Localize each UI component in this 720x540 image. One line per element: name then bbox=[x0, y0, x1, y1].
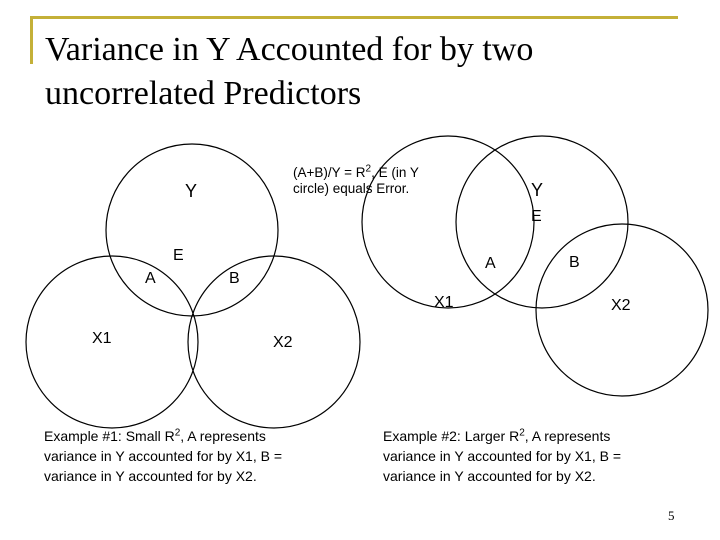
caption-1-line-1-post: , A represents bbox=[180, 428, 266, 444]
caption-1-line-1-pre: Example #1: Small R bbox=[44, 428, 175, 444]
label-x2-example-2: X2 bbox=[611, 297, 631, 314]
note-line-1: (A+B)/Y = R bbox=[293, 165, 366, 180]
label-x2-example-1: X2 bbox=[273, 334, 293, 351]
slide-title-line-2: uncorrelated Predictors bbox=[45, 75, 362, 112]
label-y-example-2: Y bbox=[531, 180, 544, 200]
page-number: 5 bbox=[668, 508, 675, 523]
caption-1-line-3: variance in Y accounted for by X2. bbox=[44, 468, 257, 484]
label-x1-example-2: X1 bbox=[434, 294, 454, 311]
label-e-example-2: E bbox=[531, 208, 542, 225]
note-line-2: circle) equals Error. bbox=[293, 181, 410, 196]
slide-title-line-1: Variance in Y Accounted for by two bbox=[45, 31, 534, 68]
label-a-example-2: A bbox=[485, 255, 496, 272]
caption-1-line-2: variance in Y accounted for by X1, B = bbox=[44, 448, 283, 464]
caption-2-line-3: variance in Y accounted for by X2. bbox=[383, 468, 596, 484]
label-b-example-2: B bbox=[569, 254, 580, 271]
note-line-1-end: , E (in Y bbox=[371, 165, 419, 180]
caption-2-line-2: variance in Y accounted for by X1, B = bbox=[383, 448, 622, 464]
x1-circle-example-2 bbox=[362, 136, 534, 308]
label-b-example-1: B bbox=[229, 270, 240, 287]
y-circle-example-1 bbox=[106, 144, 278, 316]
caption-example-1 bbox=[44, 426, 364, 486]
label-y-example-1: Y bbox=[185, 181, 198, 201]
caption-2-superscript: 2 bbox=[519, 427, 525, 439]
caption-2-line-1-pre: Example #2: Larger R bbox=[383, 428, 520, 444]
label-x1-example-1: X1 bbox=[92, 330, 112, 347]
label-e-example-1: E bbox=[173, 247, 184, 264]
y-circle-example-2 bbox=[456, 136, 628, 308]
note-superscript: 2 bbox=[365, 163, 372, 175]
x1-circle-example-1 bbox=[26, 256, 198, 428]
label-a-example-1: A bbox=[145, 270, 156, 287]
caption-2-line-1-post: , A represents bbox=[524, 428, 611, 444]
caption-example-2 bbox=[383, 426, 703, 486]
r-squared-note bbox=[293, 165, 419, 197]
caption-1-superscript: 2 bbox=[174, 427, 181, 439]
